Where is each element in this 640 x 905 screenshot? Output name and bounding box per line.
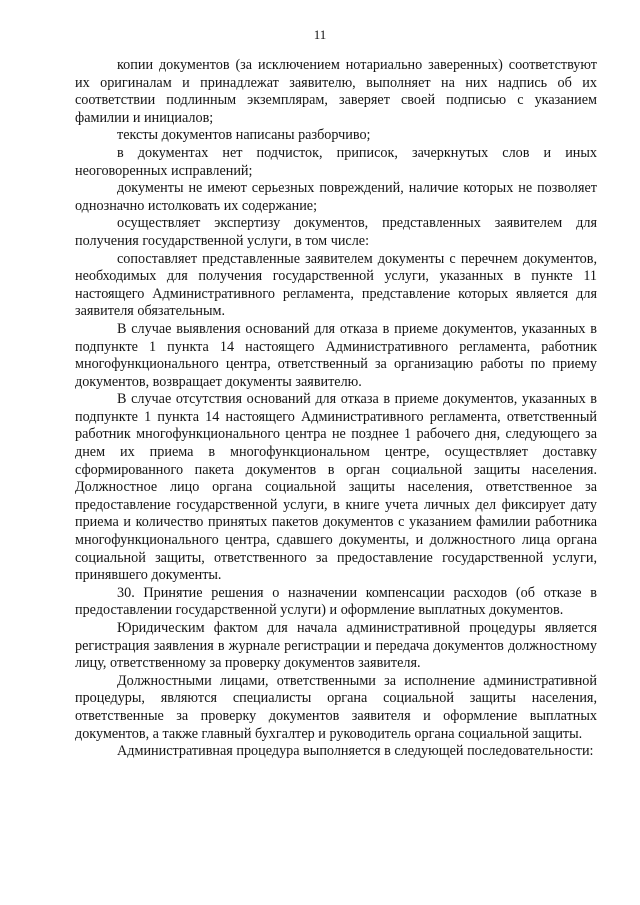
paragraph-legible-text: тексты документов написаны разборчиво; [117, 127, 371, 144]
document-body [75, 57, 597, 761]
paragraph-no-damage: документы не имеют серьезных повреждений, наличие которых не позволяет однозначно истолковать их содержание; [75, 180, 597, 214]
paragraph-refusal-grounds: В случае выявления оснований для отказа в приеме документов, указанных в подпункте 1 пункта 14 настоящего Административного регламента, работник многофункционального центра, ответственный за организацию работы по приему документов, возвращает документы заявителю. [75, 320, 597, 390]
paragraph-compare-list: сопоставляет представленные заявителем документы с перечнем документов, необходимых для получения государственной услуги, указанных в пункте 11 настоящего Административного регламента, представление которых является для заявителя обязательным. [75, 250, 597, 320]
paragraph-legal-fact: Юридическим фактом для начала административной процедуры является регистрация заявления в журнале регистрации и передача документов должностному лицу, ответственному за проверку документов заявителя. [75, 620, 597, 672]
paragraph-no-refusal-grounds: В случае отсутствия оснований для отказа в приеме документов, указанных в подпункте 1 пункта 14 настоящего Административного регламента, ответственный работник многофункционального центра не позднее 1 рабочего дня, следующего за днем их приема в многофункциональном центре, осуществляет доставку сформированного пакета документов в орган социальной защиты населения. Должностное лицо органа социальной защиты населения, ответственное за предоставление государственной услуги, в книге учета личных дел фиксирует дату приема и количество принятых пакетов документов с указанием фамилии работника многофункционального центра, сдавшего документы, и должностного лица органа социальной защиты, ответственного за предоставление государственной услуги, принявшего документы. [75, 391, 597, 584]
paragraph-procedure-sequence: Административная процедура выполняется в следующей последовательности: [117, 743, 594, 760]
paragraph-no-corrections: в документах нет подчисток, приписок, зачеркнутых слов и иных неоговоренных исправлений; [75, 144, 597, 179]
paragraph-expertise: осуществляет экспертизу документов, представленных заявителем для получения государственной услуги, в том числе: [75, 215, 597, 249]
paragraph-copies-check: копии документов (за исключением нотариально заверенных) соответствуют их оригиналам и принадлежат заявителю, выполняет на них надпись об их соответствии подлинным экземплярам, заверяет своей подписью с указанием фамилии и инициалов; [75, 57, 597, 126]
page-number: 11 [313, 27, 327, 42]
paragraph-officials: Должностными лицами, ответственными за исполнение административной процедуры, являются специалисты органа социальной защиты населения, ответственные за проверку документов заявителя и оформление выплатных документов, а также главный бухгалтер и руководитель органа социальной защиты. [75, 672, 597, 742]
paragraph-item-30: 30. Принятие решения о назначении компенсации расходов (об отказе в предоставлении государственной услуги) и оформление выплатных документов. [75, 584, 597, 619]
